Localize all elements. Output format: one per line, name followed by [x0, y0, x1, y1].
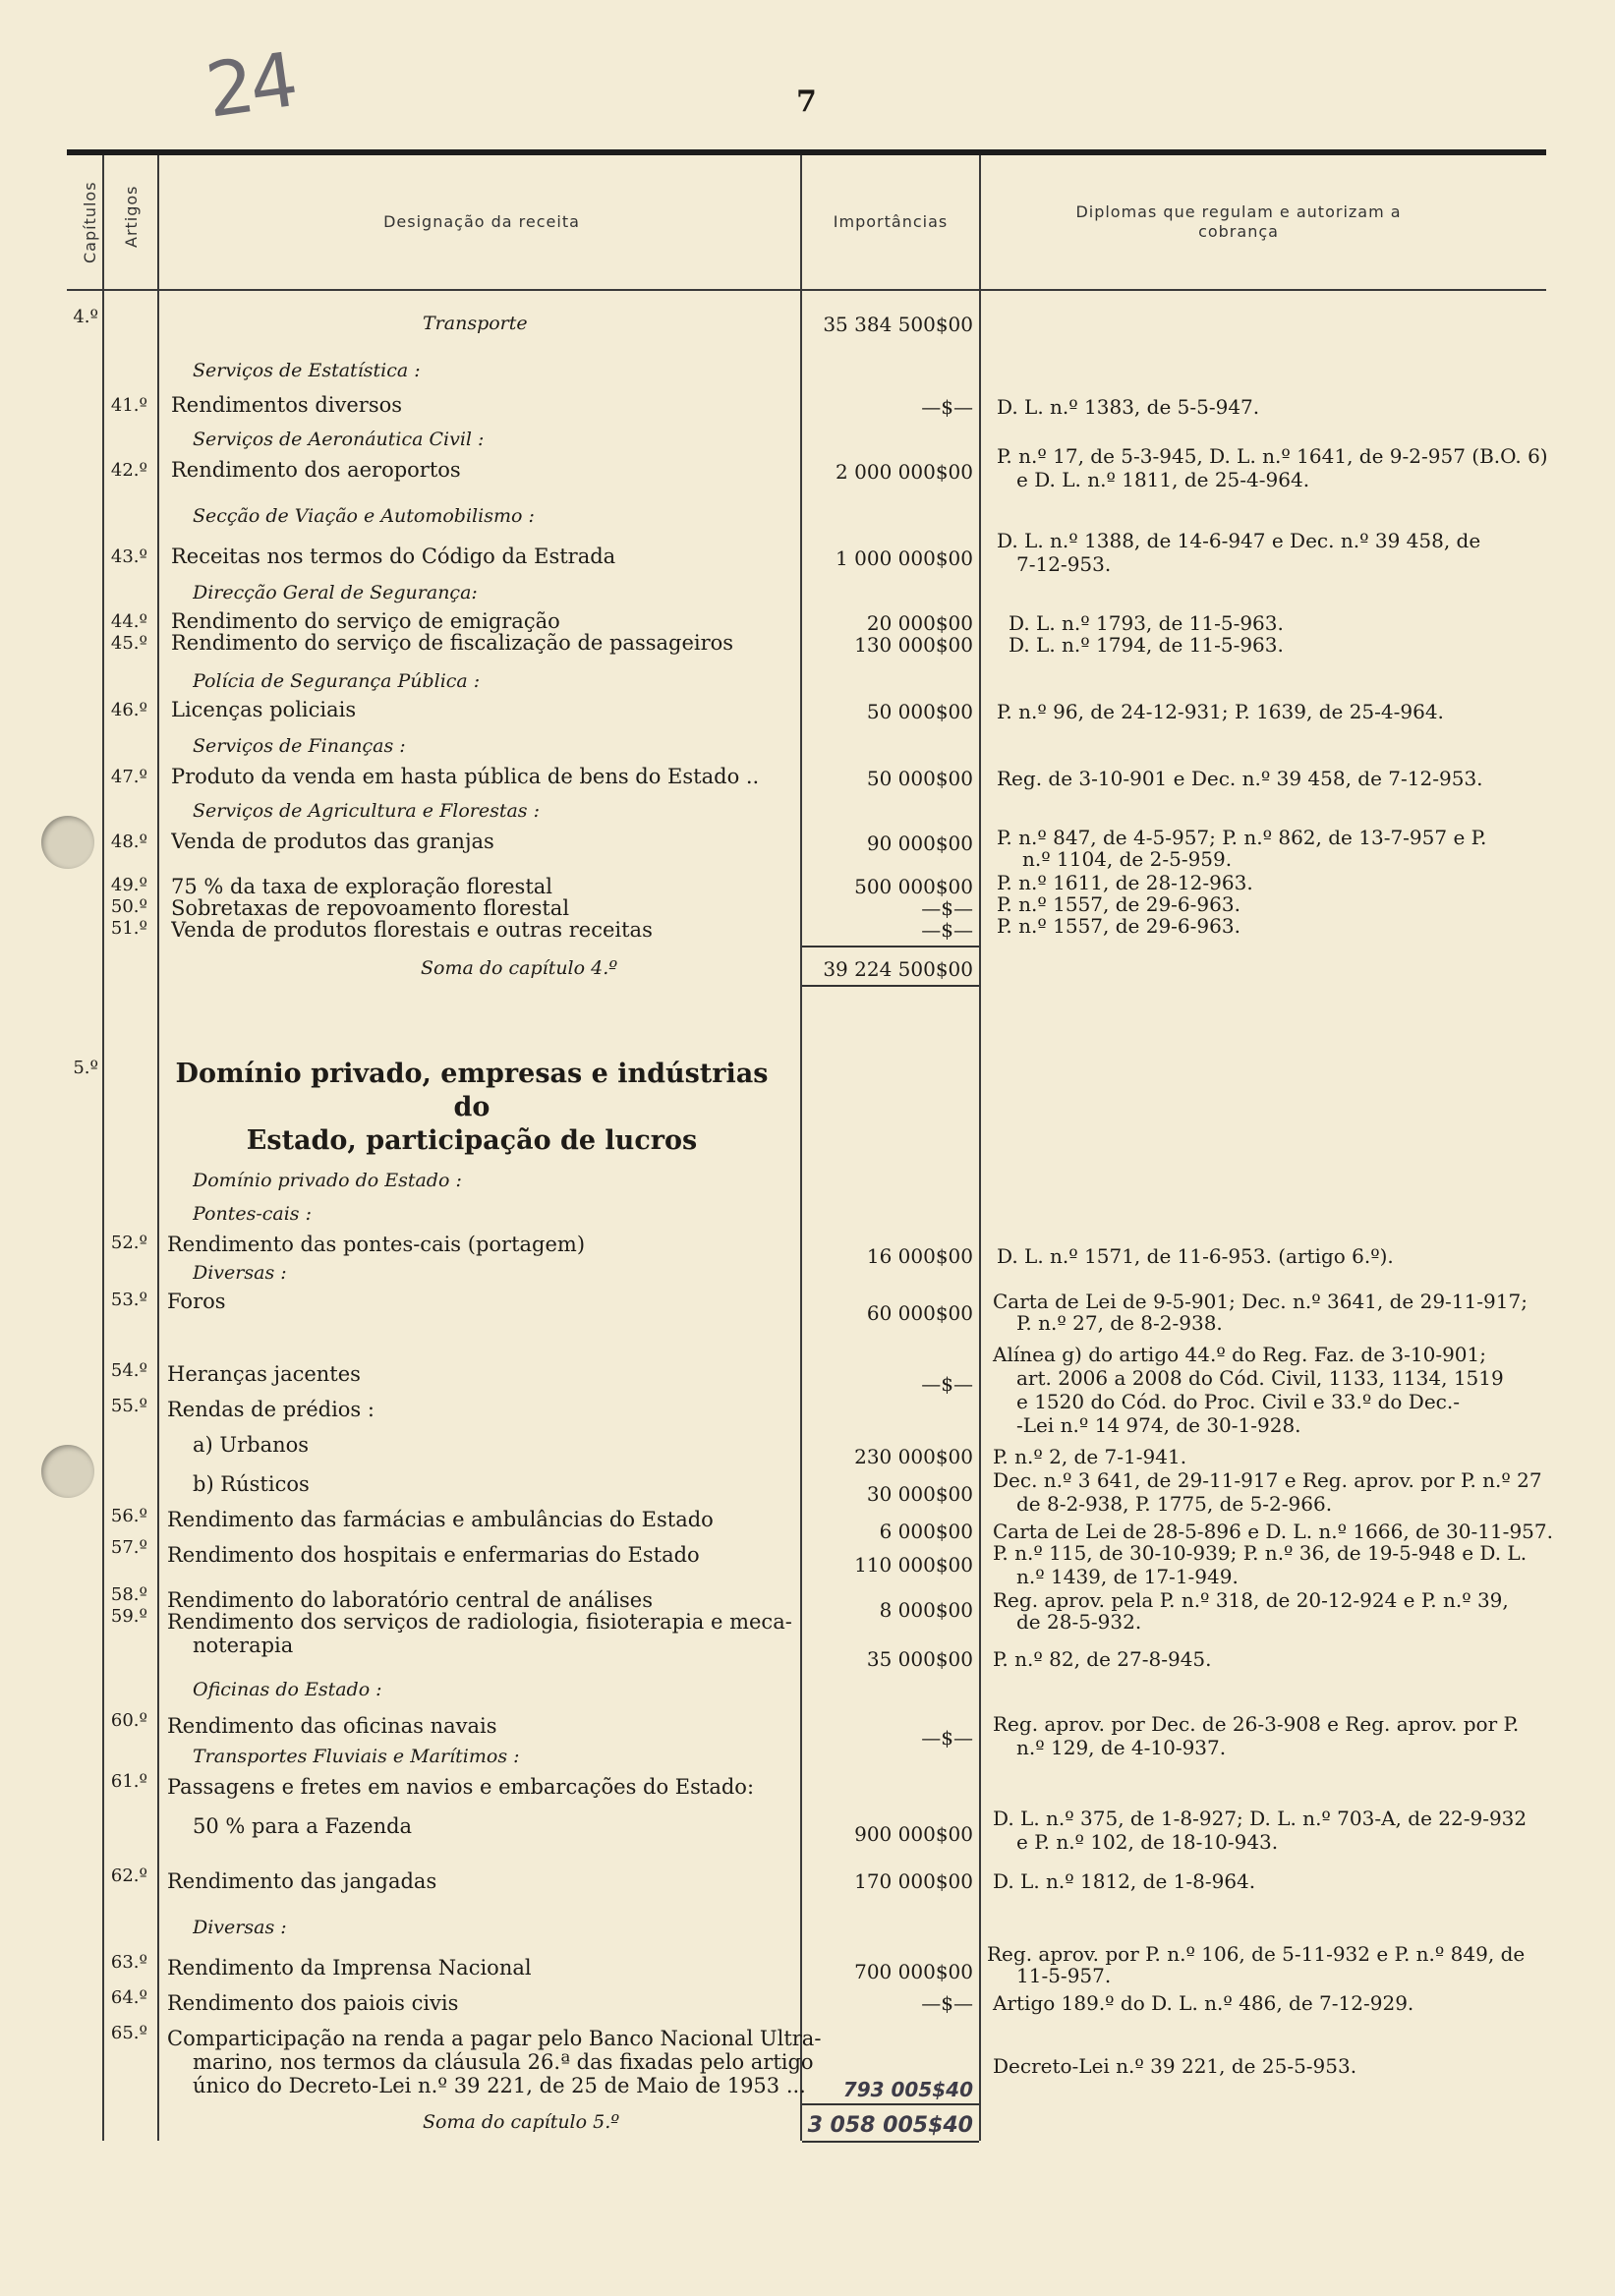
sum-rule — [802, 946, 979, 947]
sum-rule — [802, 985, 979, 987]
diploma-reference: D. L. n.º 1388, de 14-6-947 e Dec. n.º 39 458, de — [997, 529, 1481, 552]
chapter-sum-amount: 39 224 500$00 — [823, 957, 973, 981]
article-number: 60.º — [110, 1710, 147, 1731]
section-heading: Serviços de Estatística : — [193, 360, 421, 381]
article-number: 43.º — [110, 546, 147, 567]
article-number: 53.º — [110, 1290, 147, 1310]
diploma-reference-cont: e P. n.º 102, de 18-10-943. — [1016, 1830, 1279, 1854]
diploma-reference: Alínea g) do artigo 44.º do Reg. Faz. de 3-10-901; — [993, 1343, 1486, 1366]
article-number: 48.º — [110, 832, 147, 852]
punch-hole-bottom — [41, 1445, 94, 1498]
diploma-reference: Dec. n.º 3 641, de 29-11-917 e Reg. aprov. por P. n.º 27 — [993, 1468, 1542, 1492]
article-number: 65.º — [110, 2023, 147, 2043]
section-heading: Polícia de Segurança Pública : — [193, 670, 481, 692]
revenue-amount: —$— — [921, 1726, 973, 1750]
article-number: 64.º — [110, 1987, 147, 2008]
revenue-amount: 170 000$00 — [854, 1869, 973, 1893]
revenue-description: Venda de produtos florestais e outras receitas — [171, 918, 653, 942]
section-heading: Direcção Geral de Segurança: — [193, 582, 478, 603]
revenue-description: a) Urbanos — [193, 1433, 310, 1457]
revenue-amount: 35 000$00 — [866, 1647, 973, 1671]
diploma-reference-cont: n.º 1439, de 17-1-949. — [1016, 1565, 1239, 1588]
diploma-reference: Decreto-Lei n.º 39 221, de 25-5-953. — [993, 2054, 1357, 2078]
revenue-description: Licenças policiais — [171, 698, 357, 721]
revenue-amount: 50 000$00 — [866, 767, 973, 790]
diploma-reference: Reg. aprov. por Dec. de 26-3-908 e Reg. aprov. por P. — [993, 1712, 1520, 1736]
chapter-title — [167, 1058, 777, 1158]
revenue-amount: —$— — [921, 896, 973, 920]
revenue-amount: 30 000$00 — [866, 1482, 973, 1506]
diploma-reference-cont: e D. L. n.º 1811, de 25-4-964. — [1016, 468, 1310, 491]
section-heading: Transportes Fluviais e Marítimos : — [193, 1746, 520, 1767]
section-heading: Pontes-cais : — [193, 1203, 312, 1225]
col-divider-designation — [800, 155, 802, 2141]
section-heading: Oficinas do Estado : — [193, 1679, 382, 1700]
diploma-reference: Carta de Lei de 28-5-896 e D. L. n.º 1666, de 30-11-957. — [993, 1520, 1553, 1543]
table-header-rule — [67, 289, 1546, 291]
revenue-description: Rendimento das pontes-cais (portagem) — [167, 1233, 586, 1256]
diploma-reference: P. n.º 1611, de 28-12-963. — [997, 871, 1253, 894]
chapter-sum-label: Soma do capítulo 4.º — [421, 957, 618, 979]
diploma-reference-cont: n.º 1104, de 2-5-959. — [1022, 847, 1233, 871]
revenue-description: Passagens e fretes em navios e embarcações do Estado: — [167, 1775, 755, 1799]
revenue-description-cont: marino, nos termos da cláusula 26.ª das fixadas pelo artigo — [193, 2050, 814, 2074]
diploma-reference-cont: n.º 129, de 4-10-937. — [1016, 1736, 1227, 1759]
revenue-description: Rendimento das jangadas — [167, 1869, 437, 1893]
revenue-amount: —$— — [921, 918, 973, 942]
table-top-rule — [67, 149, 1546, 155]
diploma-reference: D. L. n.º 1571, de 11-6-953. (artigo 6.º). — [997, 1244, 1394, 1268]
revenue-description: Rendimento dos aeroportos — [171, 458, 461, 482]
revenue-description: Rendas de prédios : — [167, 1398, 375, 1421]
col-divider-chapter — [102, 155, 104, 2141]
revenue-description: b) Rústicos — [193, 1472, 310, 1496]
article-number: 58.º — [110, 1584, 147, 1605]
revenue-description: Foros — [167, 1290, 226, 1313]
revenue-amount: —$— — [921, 1991, 973, 2015]
diploma-reference-cont: de 28-5-932. — [1016, 1610, 1142, 1634]
article-number: 45.º — [110, 633, 147, 654]
article-number: 50.º — [110, 896, 147, 917]
article-number: 61.º — [110, 1771, 147, 1792]
sum-rule — [802, 2141, 979, 2143]
revenue-amount: 50 000$00 — [866, 700, 973, 723]
revenue-description-cont: único do Decreto-Lei n.º 39 221, de 25 de Maio de 1953 ... — [193, 2074, 806, 2097]
revenue-description: Rendimento do serviço de fiscalização de passageiros — [171, 631, 734, 655]
diploma-reference: Reg. aprov. por P. n.º 106, de 5-11-932 e P. n.º 849, de — [987, 1942, 1526, 1966]
section-heading: Diversas : — [193, 1262, 287, 1284]
revenue-description: Produto da venda em hasta pública de bens do Estado .. — [171, 765, 760, 788]
diploma-reference: P. n.º 1557, de 29-6-963. — [997, 914, 1240, 938]
diploma-reference: Artigo 189.º do D. L. n.º 486, de 7-12-929. — [993, 1991, 1414, 2015]
revenue-amount: 2 000 000$00 — [836, 460, 973, 484]
diploma-reference: D. L. n.º 1383, de 5-5-947. — [997, 395, 1260, 419]
revenue-amount: 60 000$00 — [866, 1301, 973, 1325]
sum-rule — [802, 2103, 979, 2105]
revenue-amount-handwritten: 793 005$40 — [842, 2078, 973, 2101]
article-number: 44.º — [110, 611, 147, 632]
revenue-amount: 90 000$00 — [866, 832, 973, 855]
revenue-description: Rendimento do serviço de emigração — [171, 609, 560, 633]
article-number: 59.º — [110, 1606, 147, 1627]
page-number: 7 — [796, 85, 817, 119]
revenue-description: Rendimento dos paiois civis — [167, 1991, 459, 2015]
diploma-reference-cont: art. 2006 a 2008 do Cód. Civil, 1133, 1134, 1519 — [1016, 1366, 1504, 1390]
article-number: 56.º — [110, 1506, 147, 1526]
revenue-description: Rendimento dos serviços de radiologia, fisioterapia e meca- — [167, 1610, 792, 1634]
chapter-title-line2: Estado, participação de lucros — [246, 1125, 698, 1156]
transport-amount: 35 384 500$00 — [823, 313, 973, 336]
diploma-reference-cont: 7-12-953. — [1016, 552, 1112, 576]
diploma-reference: P. n.º 115, de 30-10-939; P. n.º 36, de 19-5-948 e D. L. — [993, 1541, 1528, 1565]
revenue-description: Receitas nos termos do Código da Estrada — [171, 545, 616, 568]
chapter-number: 4.º — [73, 307, 98, 327]
revenue-description: Rendimento das farmácias e ambulâncias do Estado — [167, 1508, 714, 1531]
article-number: 52.º — [110, 1233, 147, 1253]
revenue-amount: 130 000$00 — [854, 633, 973, 657]
header-amounts: Importâncias — [833, 212, 949, 231]
revenue-description: Rendimento dos hospitais e enfermarias do Estado — [167, 1543, 700, 1567]
chapter-number: 5.º — [73, 1058, 98, 1078]
diploma-reference: Reg. aprov. pela P. n.º 318, de 20-12-924 e P. n.º 39, — [993, 1588, 1509, 1612]
diploma-reference: P. n.º 82, de 27-8-945. — [993, 1647, 1212, 1671]
revenue-description: 75 % da taxa de exploração florestal — [171, 875, 553, 898]
header-chapters: Capítulos — [81, 181, 99, 263]
diploma-reference-cont: 11-5-957. — [1016, 1964, 1112, 1987]
handwritten-page-number: 24 — [201, 35, 300, 135]
header-articles: Artigos — [122, 185, 141, 248]
revenue-amount: —$— — [921, 395, 973, 419]
chapter-sum-label: Soma do capítulo 5.º — [423, 2111, 620, 2133]
diploma-reference: D. L. n.º 1793, de 11-5-963. — [1009, 611, 1284, 635]
article-number: 46.º — [110, 700, 147, 720]
diploma-reference-cont: -Lei n.º 14 974, de 30-1-928. — [1016, 1413, 1301, 1437]
section-heading: Serviços de Finanças : — [193, 735, 406, 757]
revenue-amount: 900 000$00 — [854, 1822, 973, 1846]
revenue-description-cont: noterapia — [193, 1634, 294, 1657]
revenue-description: Venda de produtos das granjas — [171, 830, 494, 853]
chapter-title-line1: Domínio privado, empresas e indústrias do — [175, 1059, 769, 1122]
article-number: 54.º — [110, 1360, 147, 1381]
col-divider-article — [157, 155, 159, 2141]
article-number: 63.º — [110, 1952, 147, 1973]
diploma-reference-cont: P. n.º 27, de 8-2-938. — [1016, 1311, 1223, 1335]
revenue-amount: 20 000$00 — [866, 611, 973, 635]
article-number: 51.º — [110, 918, 147, 939]
revenue-description: Rendimentos diversos — [171, 393, 403, 417]
revenue-amount: 110 000$00 — [854, 1553, 973, 1577]
diploma-reference: Carta de Lei de 9-5-901; Dec. n.º 3641, de 29-11-917; — [993, 1290, 1528, 1313]
revenue-description: 50 % para a Fazenda — [193, 1814, 413, 1838]
transport-label: Transporte — [423, 313, 528, 334]
section-heading: Domínio privado do Estado : — [193, 1170, 462, 1191]
diploma-reference-cont: e 1520 do Cód. do Proc. Civil e 33.º do Dec.- — [1016, 1390, 1460, 1413]
diploma-reference: D. L. n.º 1794, de 11-5-963. — [1009, 633, 1284, 657]
article-number: 42.º — [110, 460, 147, 481]
revenue-description: Sobretaxas de repovoamento florestal — [171, 896, 570, 920]
article-number: 55.º — [110, 1396, 147, 1416]
revenue-description: Rendimento da Imprensa Nacional — [167, 1956, 532, 1980]
header-diplomas: Diplomas que regulam e autorizam a cobrança — [1075, 202, 1402, 241]
revenue-amount: 230 000$00 — [854, 1445, 973, 1468]
revenue-amount: 6 000$00 — [879, 1520, 973, 1543]
article-number: 47.º — [110, 767, 147, 787]
diploma-reference: P. n.º 96, de 24-12-931; P. 1639, de 25-4-964. — [997, 700, 1444, 723]
revenue-amount: —$— — [921, 1372, 973, 1396]
diploma-reference: Reg. de 3-10-901 e Dec. n.º 39 458, de 7-12-953. — [997, 767, 1483, 790]
revenue-description: Rendimento das oficinas navais — [167, 1714, 497, 1738]
diploma-reference-cont: de 8-2-938, P. 1775, de 5-2-966. — [1016, 1492, 1333, 1516]
diploma-reference: P. n.º 1557, de 29-6-963. — [997, 892, 1240, 916]
revenue-description: Heranças jacentes — [167, 1362, 361, 1386]
revenue-amount: 700 000$00 — [854, 1960, 973, 1983]
article-number: 49.º — [110, 875, 147, 895]
diploma-reference: P. n.º 17, de 5-3-945, D. L. n.º 1641, de 9-2-957 (B.O. 6) — [997, 444, 1548, 468]
diploma-reference: D. L. n.º 1812, de 1-8-964. — [993, 1869, 1256, 1893]
diploma-reference: D. L. n.º 375, de 1-8-927; D. L. n.º 703-A, de 22-9-932 — [993, 1807, 1528, 1830]
article-number: 57.º — [110, 1537, 147, 1558]
article-number: 62.º — [110, 1866, 147, 1886]
revenue-amount: 8 000$00 — [879, 1598, 973, 1622]
section-heading: Secção de Viação e Automobilismo : — [193, 505, 535, 527]
section-heading: Serviços de Agricultura e Florestas : — [193, 800, 541, 822]
revenue-amount: 500 000$00 — [854, 875, 973, 898]
section-heading: Serviços de Aeronáutica Civil : — [193, 429, 485, 450]
article-number: 41.º — [110, 395, 147, 416]
revenue-description: Comparticipação na renda a pagar pelo Banco Nacional Ultra- — [167, 2027, 822, 2050]
diploma-reference: P. n.º 847, de 4-5-957; P. n.º 862, de 13-7-957 e P. — [997, 826, 1487, 849]
revenue-amount: 16 000$00 — [866, 1244, 973, 1268]
header-designation: Designação da receita — [383, 212, 580, 231]
chapter-sum-amount-handwritten: 3 058 005$40 — [807, 2113, 973, 2138]
revenue-description: Rendimento do laboratório central de análises — [167, 1588, 653, 1612]
revenue-amount: 1 000 000$00 — [836, 546, 973, 570]
col-divider-amount — [979, 155, 981, 2141]
diploma-reference: P. n.º 2, de 7-1-941. — [993, 1445, 1187, 1468]
section-heading: Diversas : — [193, 1917, 287, 1938]
